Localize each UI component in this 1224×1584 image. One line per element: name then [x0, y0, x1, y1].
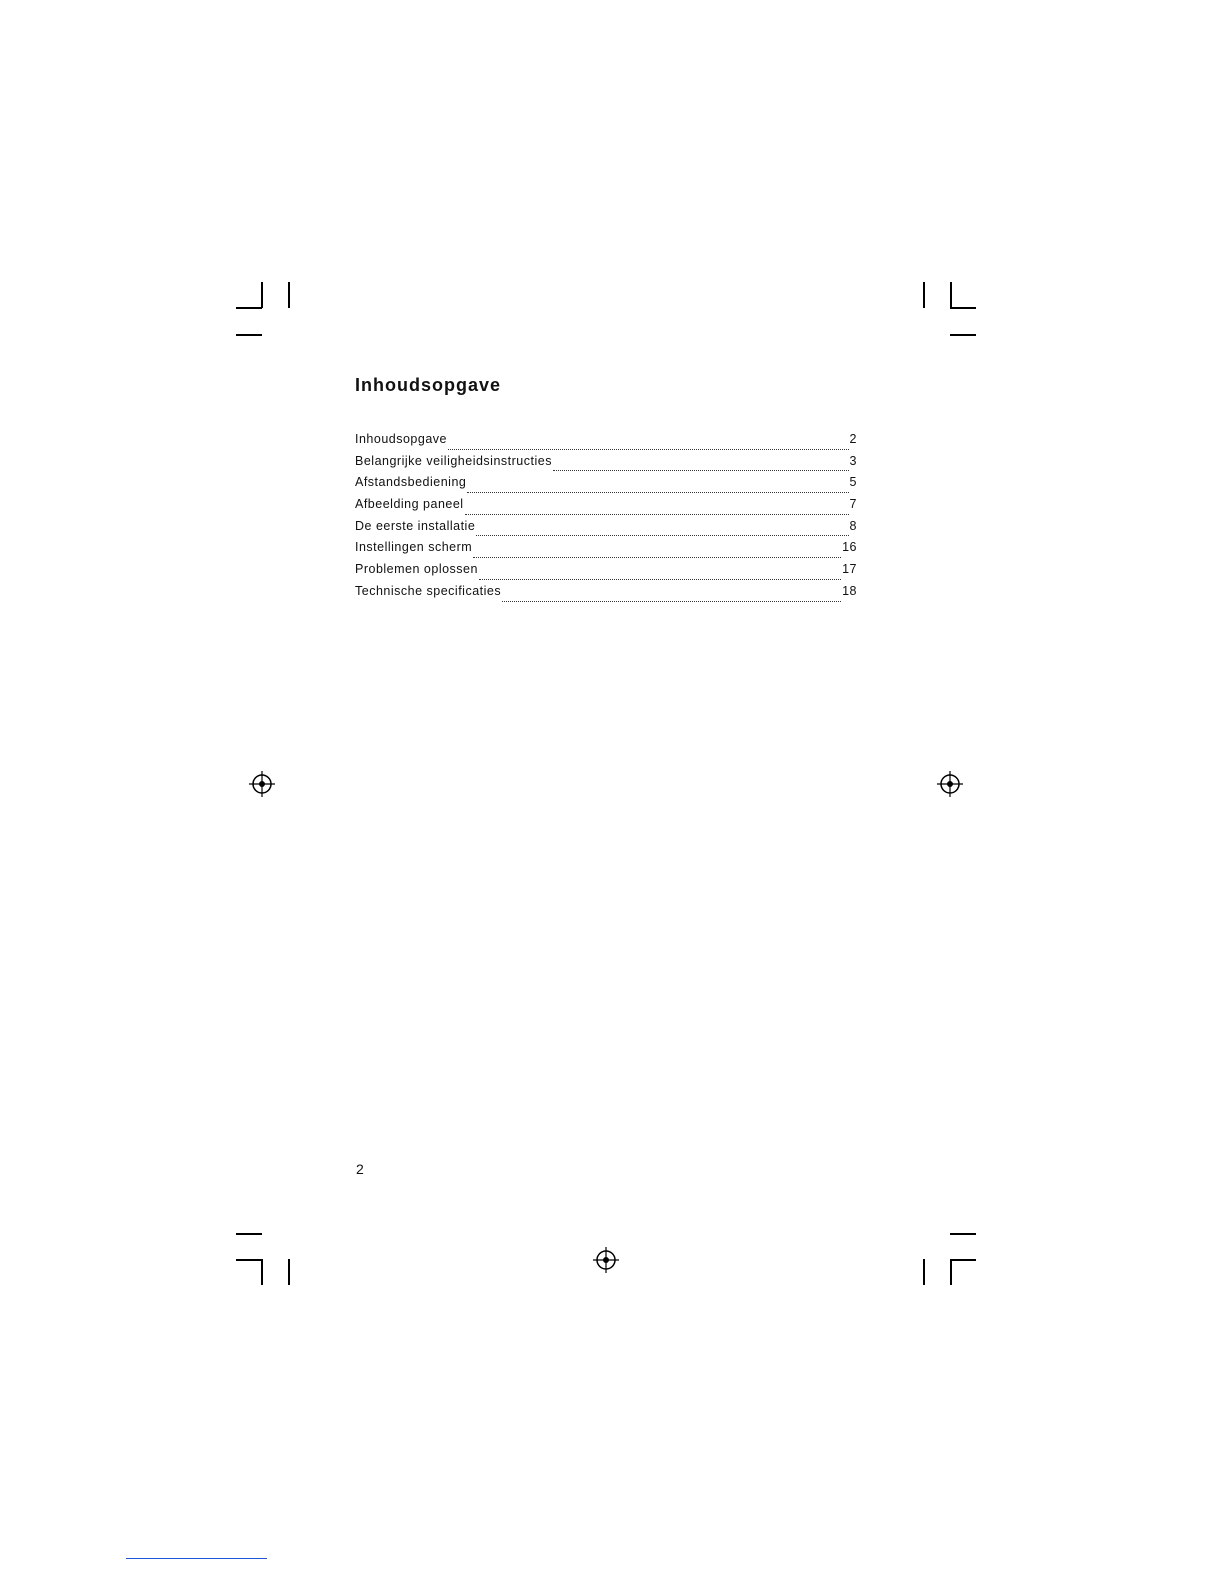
crop-mark-top-left-v — [261, 282, 263, 308]
toc-entry-label: Belangrijke veiligheidsinstructies — [355, 453, 552, 468]
toc-entry-label: Afstandsbediening — [355, 475, 467, 490]
crop-mark-bottom-right-h — [950, 1259, 976, 1261]
page-number: 2 — [356, 1161, 364, 1177]
toc-leader-dots — [553, 470, 849, 471]
toc-entry-label: Problemen oplossen — [355, 562, 478, 577]
toc-entry-page: 2 — [849, 432, 857, 446]
toc-entry-label: De eerste installatie — [355, 518, 476, 533]
toc-entry-page: 7 — [849, 497, 857, 512]
toc-entry[interactable] — [355, 432, 857, 454]
crop-mark-top-right-h2 — [950, 334, 976, 336]
toc-leader-dots — [448, 449, 849, 450]
toc-entry[interactable] — [355, 540, 857, 562]
crop-mark-top-left-v2 — [288, 282, 290, 308]
toc-leader-dots — [467, 492, 848, 493]
toc-entry-page: 3 — [849, 453, 857, 468]
crop-mark-bottom-left-h2 — [236, 1233, 262, 1235]
toc-entry[interactable] — [355, 562, 857, 584]
toc-entry-page: 17 — [842, 562, 857, 577]
toc-entry[interactable] — [355, 475, 857, 497]
toc-entry[interactable] — [355, 497, 857, 519]
toc-leader-dots — [476, 535, 848, 536]
crop-mark-bottom-left-v2 — [288, 1259, 290, 1285]
toc-entry-page: 8 — [849, 518, 857, 533]
crop-mark-top-right-v2 — [923, 282, 925, 308]
toc-entry-label: Technische specificaties — [355, 583, 502, 598]
toc-entry-label: Inhoudsopgave — [355, 432, 447, 446]
registration-mark-icon — [249, 771, 275, 797]
toc-entry[interactable] — [355, 584, 857, 606]
crop-mark-bottom-right-v — [950, 1259, 952, 1285]
toc-leader-dots — [465, 514, 849, 515]
toc-entry-page: 5 — [849, 475, 857, 490]
crop-mark-top-right-h — [950, 307, 976, 309]
toc-entry-page: 18 — [842, 583, 857, 598]
toc-leader-dots — [479, 579, 841, 580]
table-of-contents — [355, 432, 857, 606]
registration-mark-icon — [937, 771, 963, 797]
page-title: Inhoudsopgave — [355, 375, 502, 395]
toc-entry-label: Afbeelding paneel — [355, 497, 464, 512]
registration-mark-icon — [593, 1247, 619, 1273]
crop-mark-top-right-v — [950, 282, 952, 308]
crop-mark-bottom-right-v2 — [923, 1259, 925, 1285]
crop-mark-bottom-left-h — [236, 1259, 262, 1261]
toc-entry-page: 16 — [842, 540, 857, 555]
toc-leader-dots — [473, 557, 841, 558]
crop-mark-bottom-right-h2 — [950, 1233, 976, 1235]
crop-mark-top-left-h — [236, 307, 262, 309]
toc-entry[interactable] — [355, 519, 857, 541]
footer-link-underline[interactable] — [126, 1558, 267, 1559]
crop-mark-top-left-h2 — [236, 334, 262, 336]
toc-entry-label: Instellingen scherm — [355, 540, 473, 555]
toc-entry[interactable] — [355, 454, 857, 476]
toc-leader-dots — [502, 601, 841, 602]
crop-mark-bottom-left-v — [261, 1259, 263, 1285]
